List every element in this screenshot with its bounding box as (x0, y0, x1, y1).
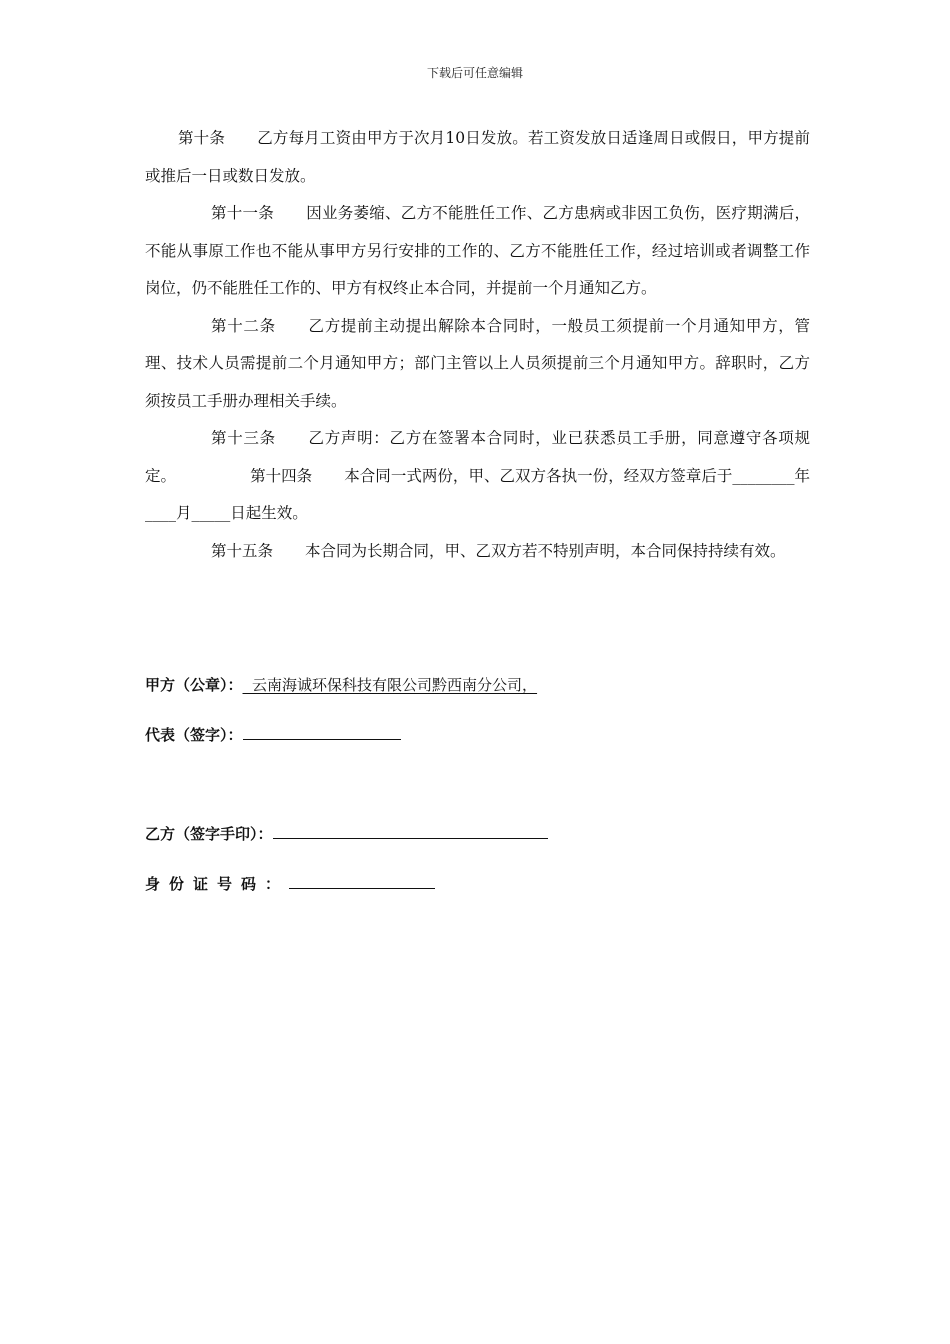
effective-date-text: ______年____月_____日起生效。 (145, 466, 810, 522)
representative-signature-line[interactable] (243, 725, 401, 740)
party-a-company: 云南海诚环保科技有限公司黔西南分公司， (242, 676, 538, 694)
article-text: 乙方声明：乙方在签署本合同时，业已获悉员工手册，同意遵守各项规定。 (145, 429, 810, 485)
id-number-line[interactable] (289, 874, 435, 889)
article-number: 第十一条 (211, 204, 274, 222)
party-b-signature (145, 823, 548, 844)
article-text: 本合同为长期合同，甲、乙双方若不特别声明，本合同保持持续有效。 (305, 541, 786, 560)
article-number: 第十条 (178, 129, 226, 147)
party-b-signature-line[interactable] (273, 824, 548, 839)
article-number: 第十三条 (211, 429, 276, 447)
article-11 (145, 195, 810, 308)
article-text: 乙方每月工资由甲方于次月10日发放。若工资发放日适逢周日或假日，甲方提前或推后一日或数日发放。 (145, 129, 810, 185)
article-number: 第十二条 (211, 316, 276, 335)
representative-label: 代表（签字）： (145, 726, 243, 744)
article-12 (145, 308, 810, 421)
article-number: 第十五条 (211, 541, 274, 560)
contract-body (145, 120, 810, 570)
article-15 (145, 533, 810, 571)
article-text: 本合同一式两份，甲、乙双方各执一份，经双方签章后于__ (344, 466, 748, 485)
article-13-14 (145, 420, 810, 533)
id-number-label: 身份证号码： (145, 875, 290, 893)
party-a-signature (145, 674, 537, 695)
article-number: 第十四条 (250, 466, 313, 485)
representative-signature (145, 724, 401, 745)
page-header-note: 下载后可任意编辑 (426, 66, 523, 80)
article-text: 因业务萎缩、乙方不能胜任工作、乙方患病或非因工负伤，医疗期满后，不能从事原工作也不能从事甲方另行安排的工作的、乙方不能胜任工作，经过培训或者调整工作岗位，仍不能胜任工作的、甲方有权终止本合同，并提前一个月通知乙方。 (145, 204, 810, 297)
article-10 (145, 120, 810, 195)
id-number-row (145, 873, 435, 894)
party-a-label: 甲方（公章）： (145, 676, 243, 694)
party-b-label: 乙方（签字手印）： (145, 825, 273, 843)
article-text: 乙方提前主动提出解除本合同时，一般员工须提前一个月通知甲方，管理、技术人员需提前二个月通知甲方；部门主管以上人员须提前三个月通知甲方。辞职时，乙方须按员工手册办理相关手续。 (145, 316, 810, 410)
